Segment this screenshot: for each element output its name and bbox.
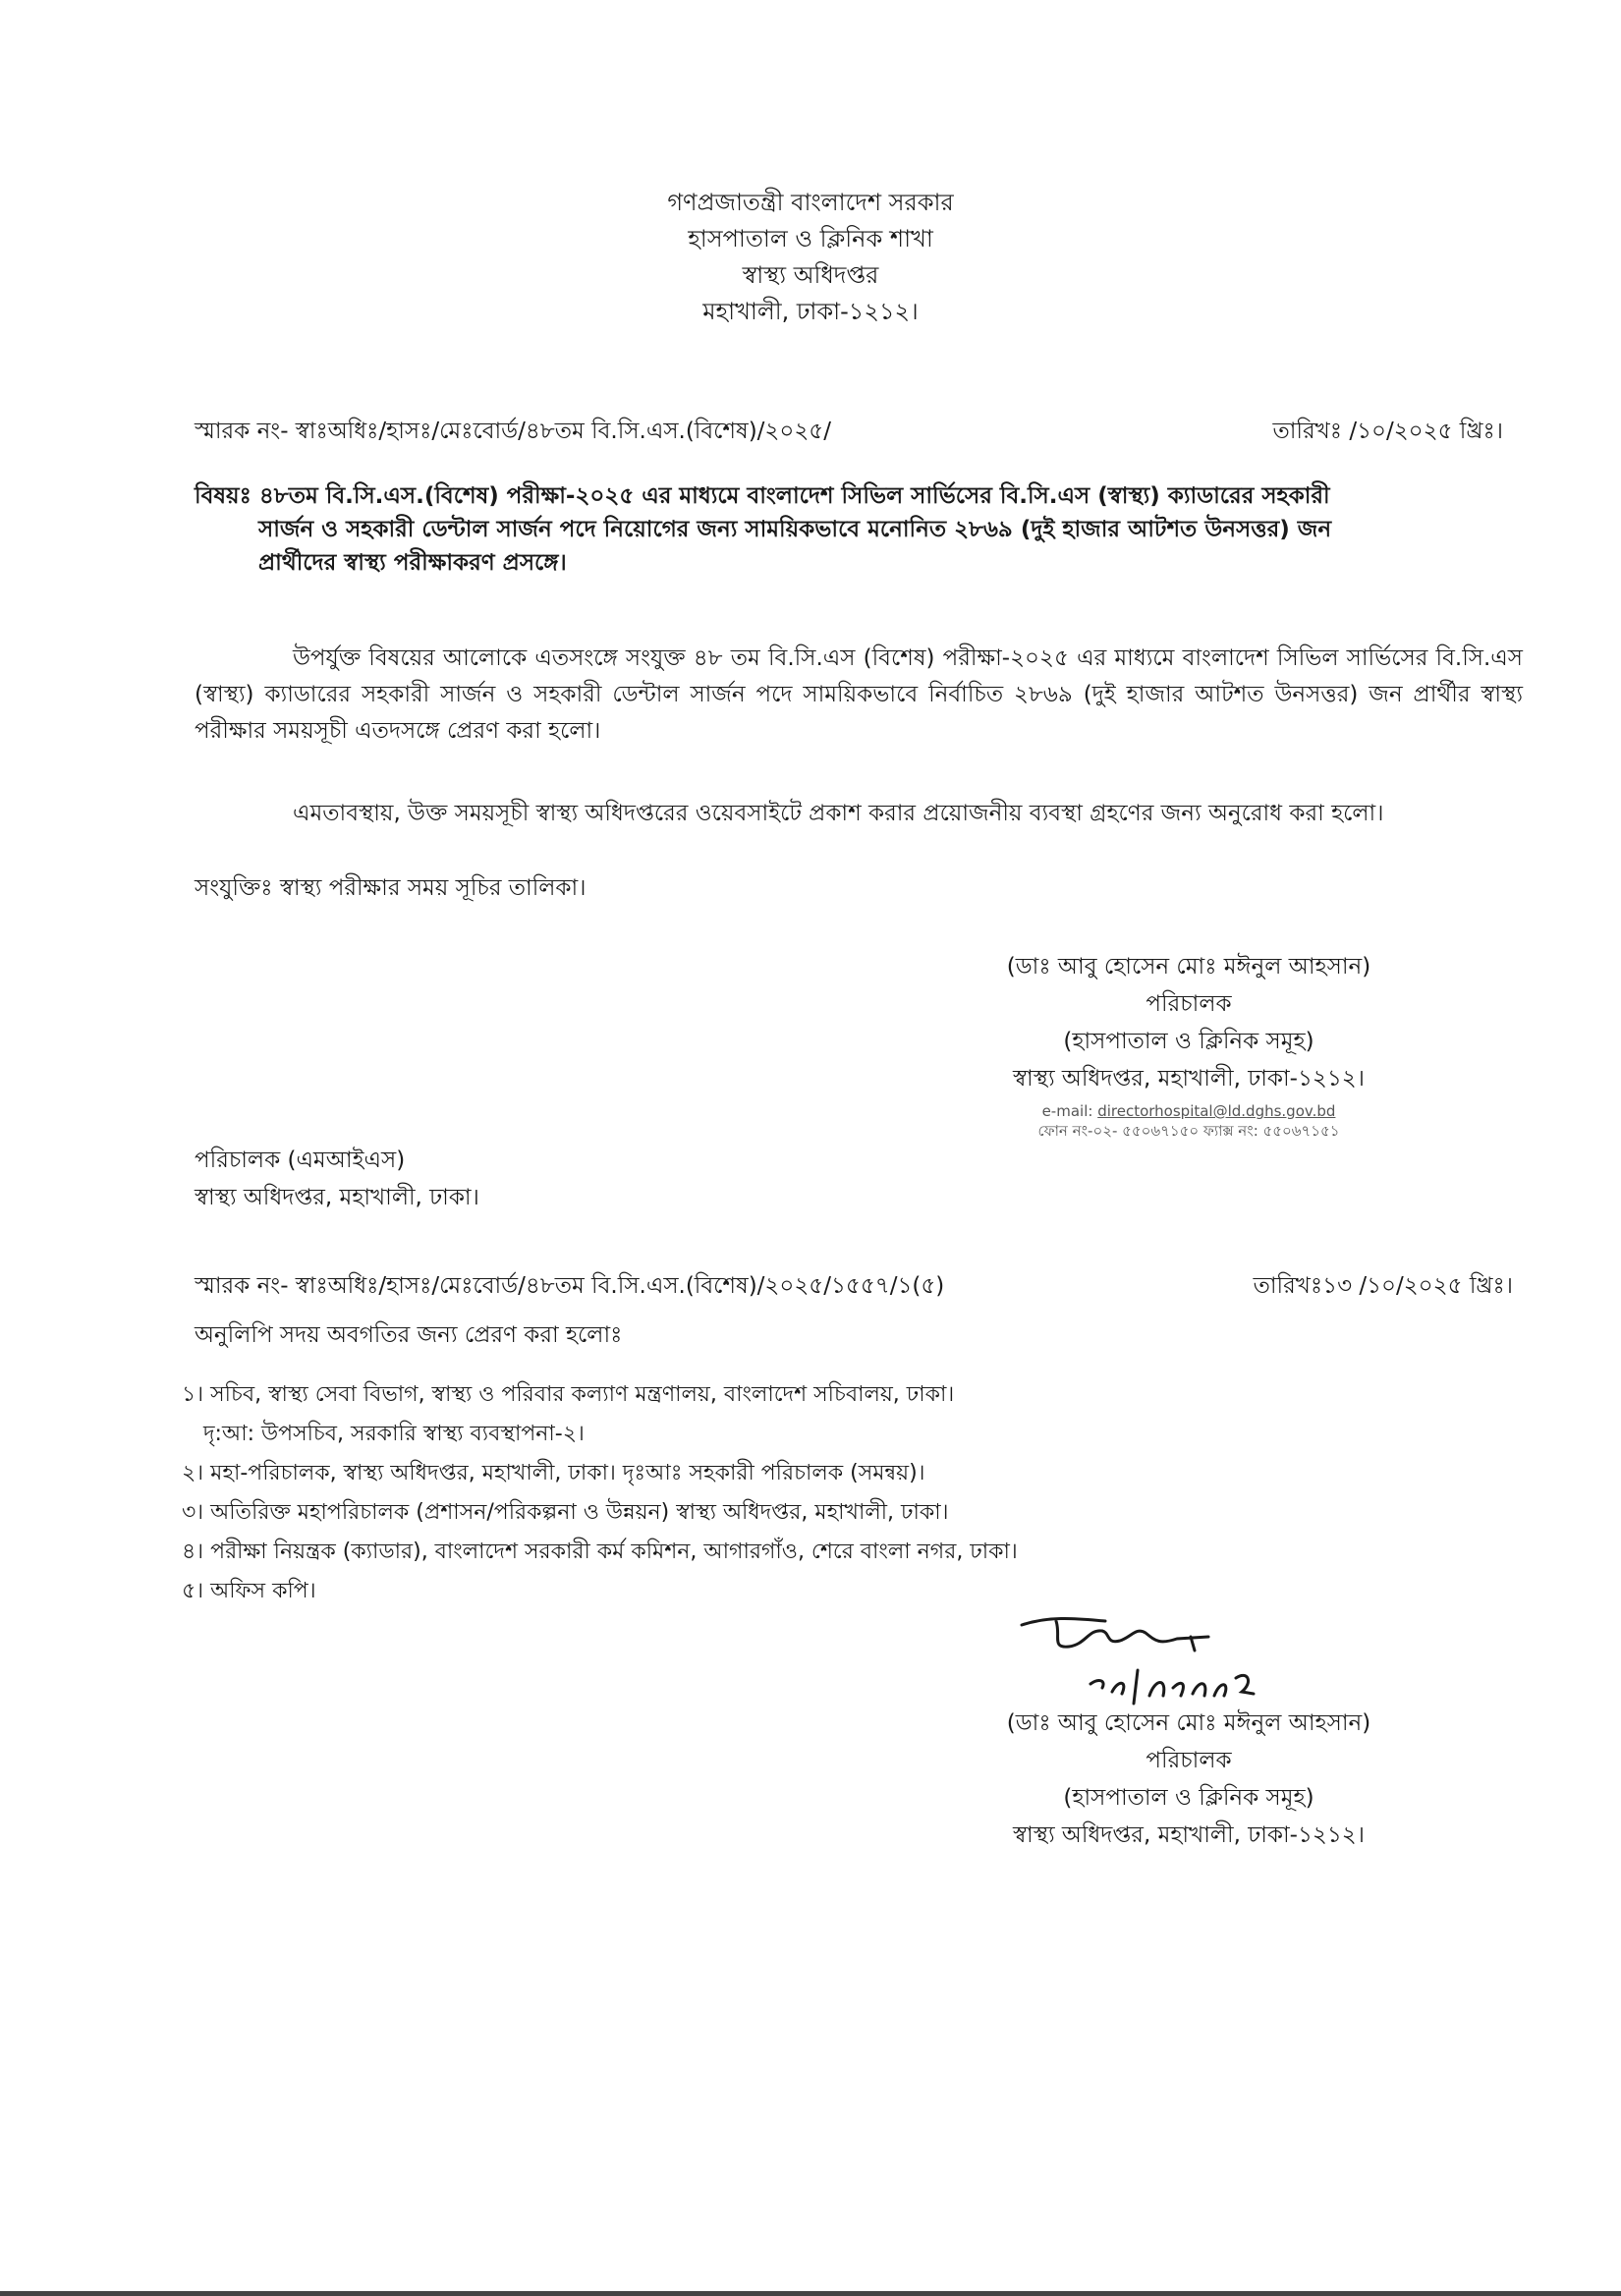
email-label: e-mail: xyxy=(1041,1102,1093,1120)
memo2-date: তারিখঃ১৩ /১০/২০২৫ খ্রিঃ। xyxy=(1253,1273,1513,1299)
signatory2-unit: (হাসপাতাল ও ক্লিনিক সমূহ) xyxy=(1063,1785,1314,1811)
copy-item-subnote: দৃ:আ: উপসচিব, সরকারি স্বাস্থ্য ব্যবস্থাপনা-২। xyxy=(203,1422,585,1446)
memo-date: তারিখঃ /১০/২০২৫ খ্রিঃ। xyxy=(1272,419,1503,444)
signatory-title: পরিচালক xyxy=(1146,991,1232,1017)
letterhead-government: গণপ্রজাতন্ত্রী বাংলাদেশ সরকার xyxy=(667,189,954,216)
memo-reference: স্মারক নং- স্বাঃঅধিঃ/হাসঃ/মেঃবোর্ড/৪৮তম বি.সি.এস.(বিশেষ)/২০২৫/ xyxy=(195,419,831,444)
subject-block xyxy=(195,479,1523,580)
copy-item: ৫। অফিস কপি। xyxy=(182,1579,316,1603)
signature-block-2 xyxy=(973,1705,1405,1854)
copy-item: ১। সচিব, স্বাস্থ্য সেবা বিভাগ, স্বাস্থ্য ও পরিবার কল্যাণ মন্ত্রণালয়, বাংলাদেশ সচিবালয়, ঢাকা। xyxy=(182,1382,955,1407)
attachment-note: সংযুক্তিঃ স্বাস্থ্য পরীক্ষার সময় সূচির তালিকা। xyxy=(195,875,587,901)
signature-block xyxy=(973,948,1405,1097)
signatory-name: (ডাঃ আবু হোসেন মোঃ মঈনুল আহসান) xyxy=(1006,954,1371,980)
signatory2-name: (ডাঃ আবু হোসেন মোঃ মঈনুল আহসান) xyxy=(1006,1710,1371,1736)
subject-line-3: প্রার্থীদের স্বাস্থ্য পরীক্ষাকরণ প্রসঙ্গে। xyxy=(258,550,567,576)
signature-stroke xyxy=(1022,1619,1208,1652)
handwritten-signature xyxy=(1012,1601,1425,1709)
phone-fax: ফোন নং-০২- ৫৫০৬৭১৫০ ফ্যাক্স নং: ৫৫০৬৭১৫১ xyxy=(1037,1122,1340,1140)
signatory-office: স্বাস্থ্য অধিদপ্তর, মহাখালী, ঢাকা-১২১২। xyxy=(1013,1066,1365,1092)
signature-date-stroke xyxy=(1090,1670,1254,1704)
recipient-address: স্বাস্থ্য অধিদপ্তর, মহাখালী, ঢাকা। xyxy=(195,1185,479,1210)
letterhead xyxy=(0,185,1621,330)
copy-item: ৩। অতিরিক্ত মহাপরিচালক (প্রশাসন/পরিকল্পনা ও উন্নয়ন) স্বাস্থ্য অধিদপ্তর, মহাখালী, ঢাকা। xyxy=(182,1500,949,1525)
email-link[interactable]: directorhospital@ld.dghs.gov.bd xyxy=(1097,1102,1336,1120)
letterhead-directorate: স্বাস্থ্য অধিদপ্তর xyxy=(742,261,879,289)
memo2-reference: স্মারক নং- স্বাঃঅধিঃ/হাসঃ/মেঃবোর্ড/৪৮তম বি.সি.এস.(বিশেষ)/২০২৫/১৫৫৭/১(৫) xyxy=(195,1273,945,1299)
contact-info xyxy=(973,1101,1405,1141)
signatory-unit: (হাসপাতাল ও ক্লিনিক সমূহ) xyxy=(1063,1029,1314,1054)
signatory2-title: পরিচালক xyxy=(1146,1748,1232,1773)
copy-item: ৪। পরীক্ষা নিয়ন্ত্রক (ক্যাডার), বাংলাদেশ সরকারী কর্ম কমিশন, আগারগাঁও, শেরে বাংলা নগর, ঢাকা। xyxy=(182,1540,1018,1564)
copy-list xyxy=(182,1375,1018,1611)
letterhead-branch: হাসপাতাল ও ক্লিনিক শাখা xyxy=(688,225,933,252)
copy-intro: অনুলিপি সদয় অবগতির জন্য প্রেরণ করা হলোঃ xyxy=(195,1322,623,1348)
recipient-title: পরিচালক (এমআইএস) xyxy=(195,1148,406,1173)
body-paragraph-2: এমতাবস্থায়, উক্ত সময়সূচী স্বাস্থ্য অধিদপ্তরের ওয়েবসাইটে প্রকাশ করার প্রয়োজনীয় ব্যবস্থা গ্রহণের জন্য অনুরোধ করা হলো। xyxy=(293,801,1384,826)
recipient-block xyxy=(195,1142,479,1216)
letterhead-address: মহাখালী, ঢাকা-১২১২। xyxy=(702,298,919,325)
subject-line-2: সার্জন ও সহকারী ডেন্টাল সার্জন পদে নিয়োগের জন্য সাময়িকভাবে মনোনিত ২৮৬৯ (দুই হাজার আটশত উনসত্তর) জন xyxy=(258,517,1332,542)
body-paragraph-1: উপর্যুক্ত বিষয়ের আলোকে এতসংঙ্গে সংযুক্ত ৪৮ তম বি.সি.এস (বিশেষ) পরীক্ষা-২০২৫ এর মাধ্যমে বাংলাদেশ সিভিল সার্ভিসের বি.সি.এস (স্বাস্থ্য) ক্যাডারের সহকারী সার্জন ও সহকারী ডেন্টাল সার্জন পদে সাময়িকভাবে নির্বাচিত ২৮৬৯ (দুই হাজার আটশত উনসত্তর) জন প্রার্থীর স্বাস্থ্য পরীক্ষার সময়সূচী এতদসঙ্গে প্রেরণ করা হলো। xyxy=(195,645,1523,744)
signatory2-office: স্বাস্থ্য অধিদপ্তর, মহাখালী, ঢাকা-১২১২। xyxy=(1013,1822,1365,1848)
subject-line-1: বিষয়ঃ ৪৮তম বি.সি.এস.(বিশেষ) পরীক্ষা-২০২৫ এর মাধ্যমে বাংলাদেশ সিভিল সার্ভিসের বি.সি.এস (স্বাস্থ্য) ক্যাডারের সহকারী xyxy=(195,483,1330,509)
scan-edge-line xyxy=(0,2291,1621,2296)
copy-item: ২। মহা-পরিচালক, স্বাস্থ্য অধিদপ্তর, মহাখালী, ঢাকা। দৃঃআঃ সহকারী পরিচালক (সমন্বয়)। xyxy=(182,1461,925,1485)
